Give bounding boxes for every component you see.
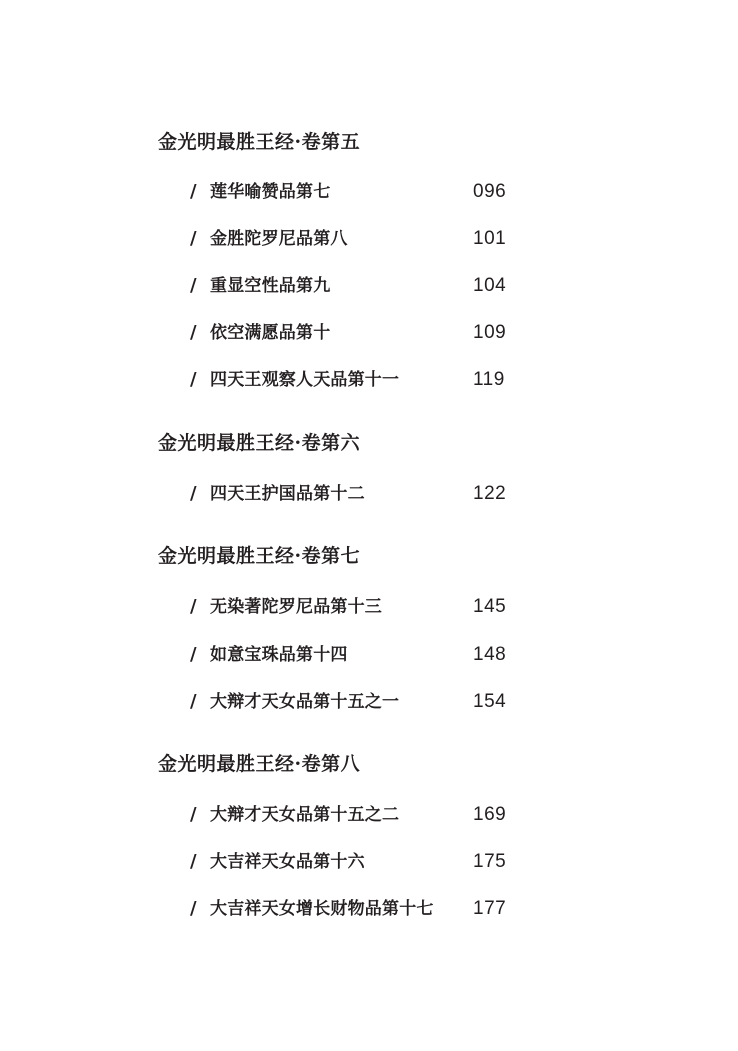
entry-slash: / xyxy=(190,851,197,872)
entry-title: 如意宝珠品第十四 xyxy=(210,645,348,665)
entry-title: 金胜陀罗尼品第八 xyxy=(210,229,348,249)
entry-slash: / xyxy=(190,898,197,919)
toc-entry[interactable] xyxy=(190,321,520,345)
toc-entry[interactable] xyxy=(190,180,520,204)
toc-entry[interactable] xyxy=(190,595,520,619)
entry-title: 四天王护国品第十二 xyxy=(210,484,365,504)
entry-slash: / xyxy=(190,275,197,296)
entry-slash: / xyxy=(190,691,197,712)
entry-page-number: 101 xyxy=(473,228,507,249)
entry-page-number: 122 xyxy=(473,483,507,504)
toc-entry[interactable] xyxy=(190,227,520,251)
section-title-vol7: 金光明最胜王经·卷第七 xyxy=(158,545,361,567)
entry-title: 重显空性品第九 xyxy=(210,276,331,296)
entry-slash: / xyxy=(190,322,197,343)
entry-slash: / xyxy=(190,483,197,504)
toc-entry[interactable] xyxy=(190,643,520,667)
toc-entry[interactable] xyxy=(190,368,520,392)
section-title-vol8: 金光明最胜王经·卷第八 xyxy=(158,753,361,775)
toc-entry[interactable] xyxy=(190,690,520,714)
toc-entry[interactable] xyxy=(190,482,520,506)
entry-title: 四天王观察人天品第十一 xyxy=(210,370,400,390)
entry-title: 大辩才天女品第十五之一 xyxy=(210,692,400,712)
entry-slash: / xyxy=(190,228,197,249)
entry-page-number: 154 xyxy=(473,691,507,712)
entry-page-number: 096 xyxy=(473,181,507,202)
entry-page-number: 175 xyxy=(473,851,507,872)
entry-title: 莲华喻赞品第七 xyxy=(210,182,331,202)
toc-entry[interactable] xyxy=(190,897,520,921)
entry-title: 依空满愿品第十 xyxy=(210,323,331,343)
entry-slash: / xyxy=(190,369,197,390)
entry-page-number: 169 xyxy=(473,804,507,825)
entry-page-number: 119 xyxy=(473,369,505,390)
entry-page-number: 104 xyxy=(473,275,507,296)
entry-title: 大辩才天女品第十五之二 xyxy=(210,805,400,825)
entry-slash: / xyxy=(190,596,197,617)
entry-slash: / xyxy=(190,644,197,665)
entry-page-number: 148 xyxy=(473,644,507,665)
section-title-vol6: 金光明最胜王经·卷第六 xyxy=(158,432,361,454)
entry-page-number: 109 xyxy=(473,322,507,343)
entry-title: 大吉祥天女增长财物品第十七 xyxy=(210,899,434,919)
entry-slash: / xyxy=(190,181,197,202)
entry-page-number: 145 xyxy=(473,596,507,617)
toc-entry[interactable] xyxy=(190,850,520,874)
toc-entry[interactable] xyxy=(190,803,520,827)
entry-title: 大吉祥天女品第十六 xyxy=(210,852,365,872)
entry-page-number: 177 xyxy=(473,898,507,919)
section-title-vol5: 金光明最胜王经·卷第五 xyxy=(158,131,361,153)
toc-entry[interactable] xyxy=(190,274,520,298)
entry-title: 无染著陀罗尼品第十三 xyxy=(210,597,382,617)
entry-slash: / xyxy=(190,804,197,825)
